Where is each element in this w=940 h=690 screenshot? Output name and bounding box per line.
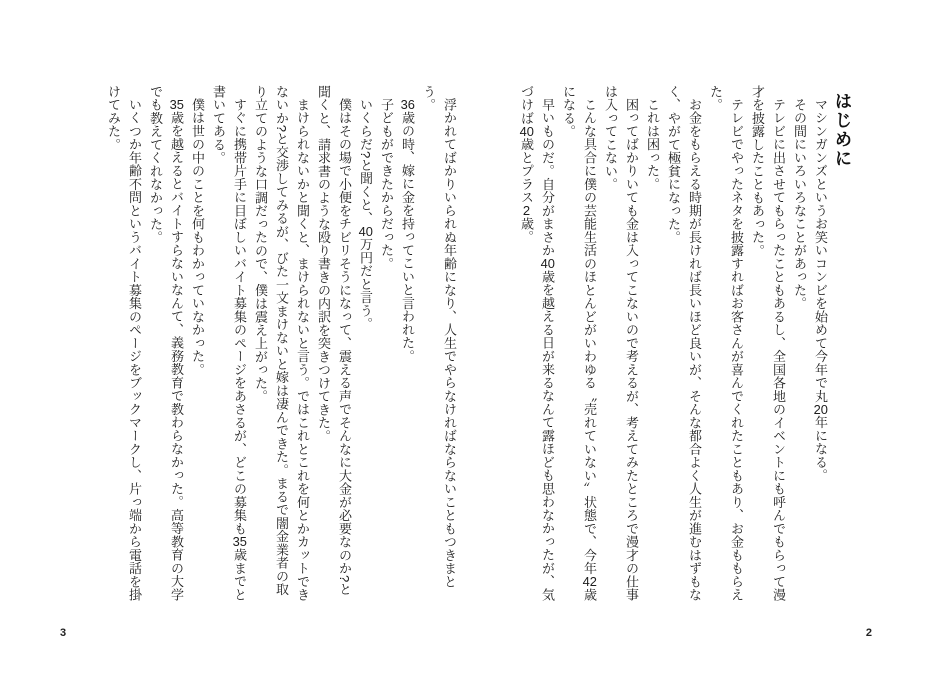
page-left-text: [103, 85, 460, 602]
page-number-right: 2: [865, 627, 872, 639]
paragraph: 子どもができたからだった。: [379, 98, 394, 271]
paragraph: 僕は世の中のことを何もわかっていなかった。: [190, 98, 205, 377]
left-page-paragraphs: [103, 85, 460, 602]
page-right: [470, 0, 940, 690]
paragraph: テレビに出させてもらったこともあるし、全国各地のイベントにも呼んでもらって漫才を披露したこともあった。: [750, 85, 786, 602]
paragraph: 36歳の時、嫁に金を持ってこいと言われた。: [400, 98, 415, 363]
paragraph: 僕はその場で小便をチビリそうになって、震える声でそんなに大金が必要なのか?と聞くと、請求書のような殴り書きの内訳を突きつけてきた。: [316, 85, 352, 596]
paragraph: すぐに携帯片手に目ぼしいバイト募集のページをあさるが、どこの募集も35歳までと書いてある。: [211, 85, 247, 602]
page-right-text: [516, 85, 876, 602]
chapter-title: はじめに: [833, 92, 853, 168]
paragraph: お金をもらえる時期が長ければ長いほど良いが、そんな都合よく人生が進むはずもなく、やがて極貧になった。: [666, 85, 702, 602]
paragraph: こんな具合に僕の芸能生活のほとんどがいわゆる〝売れていない〟状態で、今年42歳になる。: [561, 85, 597, 602]
paragraph: 35歳を越えるとバイトすらないなんて、義務教育で教わらなかった。高等教育の大学でも教えてくれなかった。: [148, 85, 184, 602]
paragraph: これは困った。: [645, 98, 660, 191]
paragraph: まけられないかと聞くと、まけられないと言う。ではこれとこれを何とかカットできないか?と交渉してみるが、びた一文まけないと嫁は凄んできた。まるで闇金業者の取り立てのような口調だったので、僕は震え上がった。: [253, 85, 310, 602]
paragraph: 浮かれてばかりいられぬ年齢になり、人生でやらなければならないこともつきまとう。: [421, 85, 457, 589]
paragraph: 早いものだ。自分がまさか40歳を越える日が来るなんて露ほども思わなかったが、気づけば40歳とプラス2歳。: [519, 85, 555, 602]
paragraph: いくつか年齢不問というバイト募集のページをブックマークし、片っ端から電話を掛けてみた。: [106, 85, 142, 602]
paragraph: その間にいろいろなことがあった。: [792, 98, 807, 310]
paragraph: マシンガンズというお笑いコンビを始めて今年で丸20年になる。: [813, 98, 828, 482]
paragraph: テレビでやったネタを披露すればお客さんが喜んでくれたこともあり、お金ももらえた。: [708, 85, 744, 602]
right-page-paragraphs: [516, 85, 831, 602]
page-number-left: 3: [60, 627, 67, 639]
paragraph: 困ってばかりいても金は入ってこないので考えるが、考えてみたところで漫才の仕事は入ってこない。: [603, 85, 639, 602]
paragraph: いくらだ?と聞くと、40万円だと言う。: [358, 98, 373, 331]
